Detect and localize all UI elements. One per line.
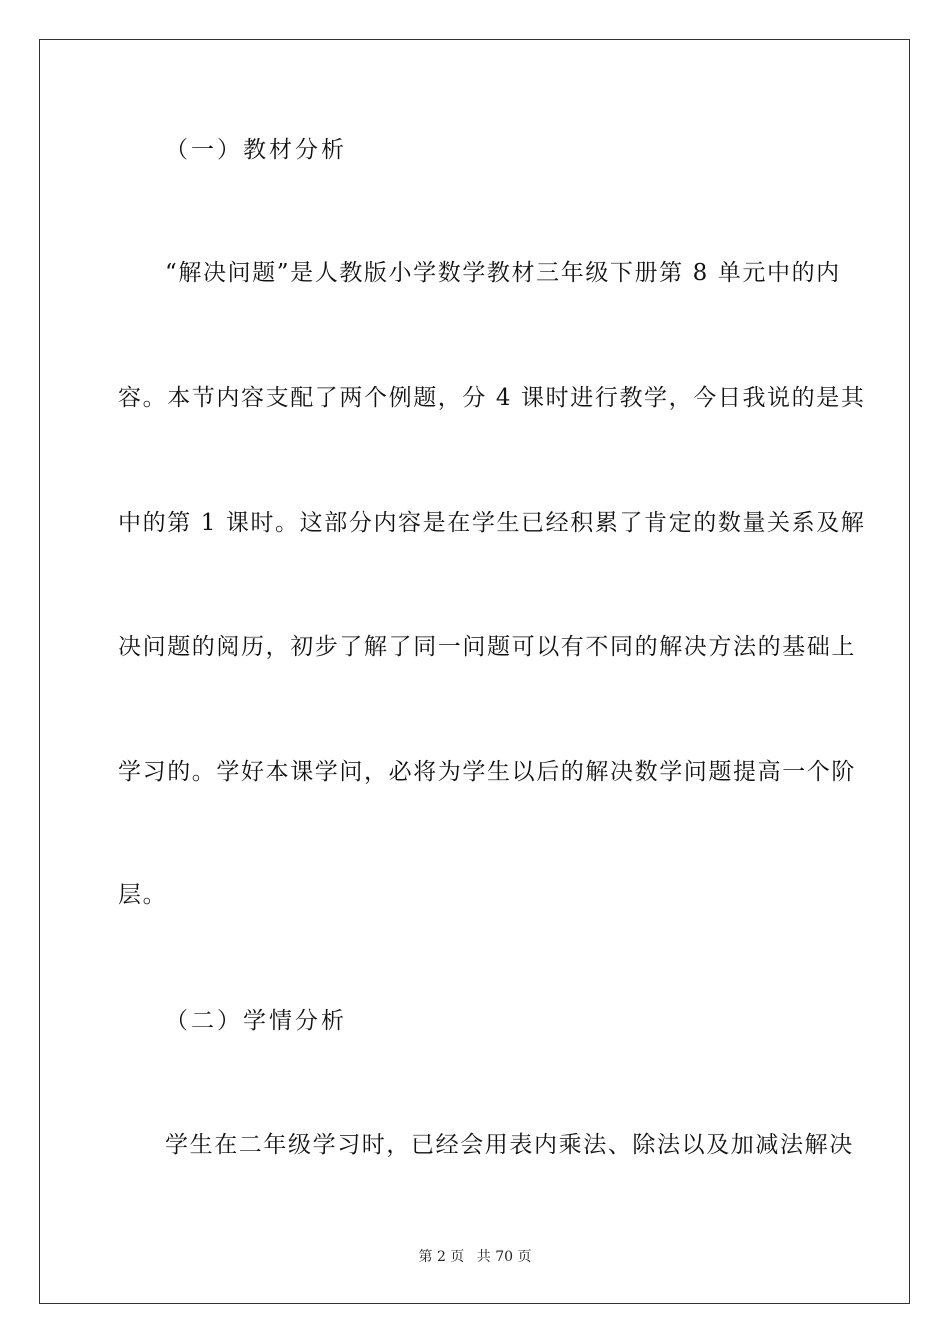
total-pages: 共 70 页 bbox=[476, 1249, 532, 1265]
paragraph-line: 容。本节内容支配了两个例题，分 4 课时进行教学，今日我说的是其 bbox=[118, 385, 866, 411]
paragraph-line: 学生在二年级学习时，已经会用表内乘法、除法以及加减法解决 bbox=[165, 1132, 854, 1158]
paragraph-line: 层。 bbox=[118, 882, 168, 908]
page-footer bbox=[0, 1248, 950, 1266]
section-heading-textbook-analysis: （一）教材分析 bbox=[165, 137, 347, 163]
paragraph-line: 学习的。学好本课学问，必将为学生以后的解决数学问题提高一个阶 bbox=[118, 759, 856, 785]
paragraph-line: 决问题的阅历，初步了解了同一问题可以有不同的解决方法的基础上 bbox=[118, 634, 856, 660]
page-number: 第 2 页 bbox=[418, 1249, 465, 1265]
page-border bbox=[39, 39, 910, 1304]
paragraph-line: 中的第 1 课时。这部分内容是在学生已经积累了肯定的数量关系及解 bbox=[118, 510, 866, 536]
section-heading-student-analysis: （二）学情分析 bbox=[165, 1008, 347, 1034]
paragraph-line: “解决问题”是人教版小学数学教材三年级下册第 8 单元中的内 bbox=[165, 260, 841, 286]
